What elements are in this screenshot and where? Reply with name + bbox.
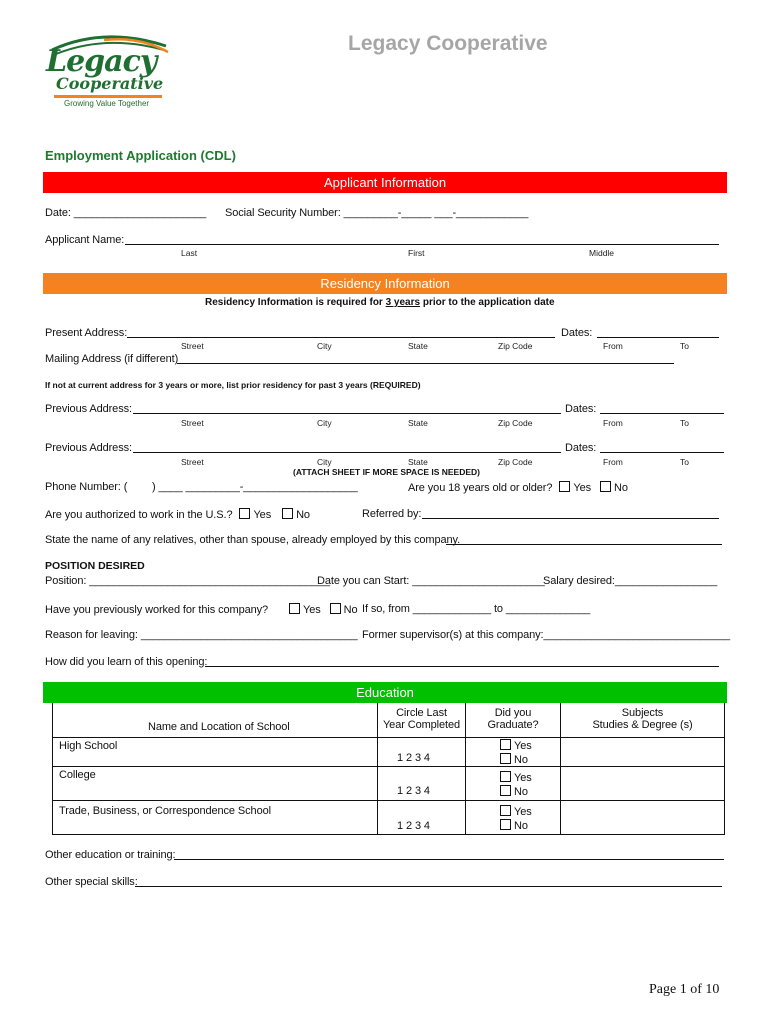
learn-opening-field[interactable] [205,666,719,667]
form-title: Employment Application (CDL) [45,148,236,163]
col-grad-label-2: Graduate? [487,719,539,731]
label-street: Street [181,418,204,428]
col-header-school [53,703,378,738]
age-yes-checkbox[interactable] [559,481,570,492]
attach-sheet-note: (ATTACH SHEET IF MORE SPACE IS NEEDED) [293,467,481,477]
checkbox-icon[interactable] [500,771,511,782]
other-skills-label: Other special skills: [45,876,138,888]
school-name: High School [59,740,118,752]
col-header-year [378,703,466,738]
checkbox-icon[interactable] [500,739,511,750]
label-street: Street [181,457,204,467]
page-number: Page 1 of 10 [649,982,720,997]
position-field[interactable]: Position: ________________________________________ [45,575,330,587]
col-school-label: Name and Location of School [148,721,290,733]
graduate-no[interactable]: No [500,819,528,832]
authorized-no-checkbox[interactable] [282,508,293,519]
if-so-field[interactable]: If so, from _____________ to ______________ [362,603,591,615]
label-zip: Zip Code [498,341,533,351]
reason-leaving-field[interactable]: Reason for leaving: ____________________________________ [45,629,358,641]
referred-label: Referred by: [362,508,422,520]
previous-dates-label-1: Dates: [565,403,597,415]
label-from: From [603,418,623,428]
authorized-yes-checkbox[interactable] [239,508,250,519]
label-middle: Middle [589,248,615,258]
col-year-label-2: Year Completed [382,719,461,731]
label-to: To [680,418,689,428]
residency-note: Residency Information is required for 3 years prior to the application date [205,297,555,308]
salary-field[interactable]: Salary desired:_________________ [543,575,718,587]
age-no-checkbox[interactable] [600,481,611,492]
checkbox-icon[interactable] [500,805,511,816]
ssn-label: Social Security Number: _________-_____ ___-____________ [225,207,529,219]
table-row-high-school[interactable] [53,738,378,767]
logo-orange-bar [54,95,162,98]
age-question: Are you 18 years old or older? Yes No [408,482,628,494]
present-dates-field[interactable] [597,337,719,338]
date-label: Date: ______________________ [45,207,207,219]
previous-dates-label-2: Dates: [565,442,597,454]
col-subj-label-2: Studies & Degree (s) [592,719,693,731]
label-to: To [680,341,689,351]
year-cell[interactable] [378,801,466,835]
graduate-yes[interactable]: Yes [500,739,532,752]
phone-field[interactable]: ) ____ _________-___________________ [152,481,358,493]
graduate-cell [466,738,561,767]
other-education-field[interactable] [174,859,724,860]
start-date-field[interactable]: Date you can Start: ______________________ [317,575,545,587]
label-state: State [408,457,428,467]
logo-text-cooperative: Cooperative [56,74,164,93]
previously-worked-question: Have you previously worked for this company? Yes No [45,604,358,616]
label-first: First [408,248,425,258]
subjects-cell[interactable] [561,767,725,801]
label-state: State [408,418,428,428]
label-city: City [317,418,332,428]
present-address-label: Present Address: [45,327,128,339]
graduate-no[interactable]: No [500,753,528,766]
table-row-trade-school[interactable] [53,801,378,835]
label-street: Street [181,341,204,351]
learn-opening-label: How did you learn of this opening: [45,656,208,668]
graduate-cell [466,767,561,801]
mailing-address-field[interactable] [177,363,674,364]
col-header-graduate [466,703,561,738]
subjects-cell[interactable] [561,801,725,835]
education-section-header: Education [43,682,727,703]
label-last: Last [181,248,198,258]
school-name: Trade, Business, or Correspondence School [59,805,271,817]
label-to: To [680,457,689,467]
previous-dates-field-2[interactable] [600,452,724,453]
year-cell[interactable] [378,767,466,801]
label-from: From [603,457,623,467]
subjects-cell[interactable] [561,738,725,767]
other-education-label: Other education or training: [45,849,176,861]
graduate-yes[interactable]: Yes [500,805,532,818]
prior-residency-note: If not at current address for 3 years or more, list prior residency for past 3 years (REQUIRED) [45,380,421,390]
graduate-no[interactable]: No [500,785,528,798]
previous-address-field-1[interactable] [133,413,561,414]
company-title: Legacy Cooperative [348,32,548,55]
label-city: City [317,341,332,351]
label-state: State [408,341,428,351]
label-zip: Zip Code [498,418,533,428]
year-cell[interactable] [378,738,466,767]
previously-no-checkbox[interactable] [330,603,341,614]
label-zip: Zip Code [498,457,533,467]
position-desired-heading: POSITION DESIRED [45,560,145,572]
applicant-name-field[interactable] [125,244,719,245]
relatives-label: State the name of any relatives, other than spouse, already employed by this company. [45,534,461,546]
former-supervisor-field[interactable]: Former supervisor(s) at this company:_______________________________ [362,629,731,641]
previous-address-label-2: Previous Address: [45,442,132,454]
col-grad-label-1: Did you [494,707,532,719]
table-row-college[interactable] [53,767,378,801]
other-skills-field[interactable] [135,886,722,887]
residency-section-header: Residency Information [43,273,727,294]
mailing-address-label: Mailing Address (if different) [45,353,179,365]
referred-field[interactable] [422,518,719,519]
checkbox-icon[interactable] [500,819,511,830]
label-from: From [603,341,623,351]
checkbox-icon[interactable] [500,785,511,796]
graduate-cell [466,801,561,835]
col-header-subjects [561,703,725,738]
logo-text-legacy: Legacy [46,44,157,79]
previous-address-field-2[interactable] [133,452,561,453]
education-table [52,703,725,835]
year-options[interactable]: 1 2 3 4 [397,820,430,832]
phone-label: Phone Number: ( [45,481,128,493]
authorized-question: Are you authorized to work in the U.S.? Yes No [45,509,310,521]
logo-tagline: Growing Value Together [64,99,150,108]
col-subj-label-1: Subjects [621,707,664,719]
year-options[interactable]: 1 2 3 4 [397,752,430,764]
present-address-field[interactable] [127,337,555,338]
previously-yes-checkbox[interactable] [289,603,300,614]
graduate-yes[interactable]: Yes [500,771,532,784]
relatives-field[interactable] [446,544,722,545]
school-name: College [59,769,96,781]
previous-address-label-1: Previous Address: [45,403,132,415]
present-dates-label: Dates: [561,327,593,339]
applicant-section-header: Applicant Information [43,172,727,193]
previous-dates-field-1[interactable] [600,413,724,414]
label-city: City [317,457,332,467]
col-year-label-1: Circle Last [396,707,447,719]
company-logo [44,30,174,112]
checkbox-icon[interactable] [500,753,511,764]
applicant-name-label: Applicant Name: [45,234,125,246]
year-options[interactable]: 1 2 3 4 [397,785,430,797]
